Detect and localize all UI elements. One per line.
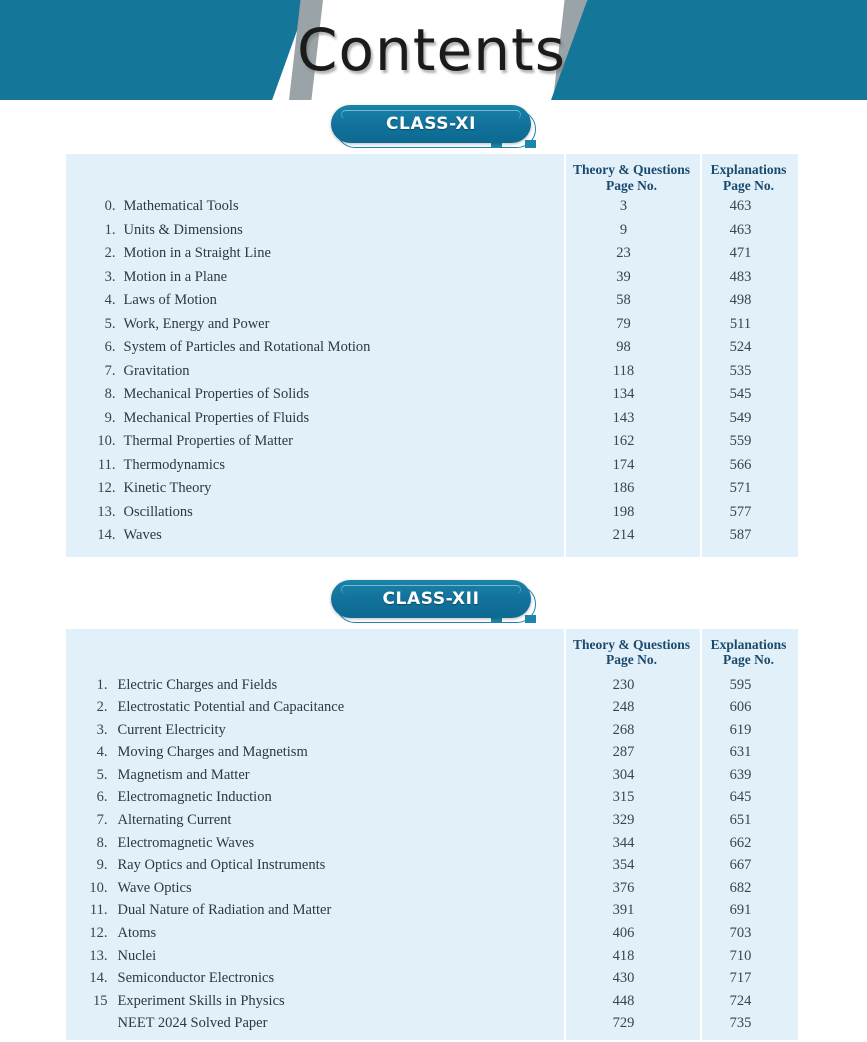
row-explanations-page: 662: [692, 835, 790, 852]
row-number: 1.: [66, 677, 118, 694]
contents-table-class-xi: [66, 154, 798, 559]
row-chapter-title: Electric Charges and Fields: [118, 677, 556, 694]
row-explanations-page: 577: [692, 504, 790, 521]
column-header-explanations-line1: Explanations: [702, 162, 796, 178]
column-divider-1: [564, 154, 566, 557]
row-theory-page: 58: [556, 292, 692, 309]
row-explanations-page: 549: [692, 410, 790, 427]
row-theory-page: 315: [556, 789, 692, 806]
row-chapter-title: Magnetism and Matter: [118, 767, 556, 784]
row-theory-page: 418: [556, 948, 692, 965]
row-chapter-title: Motion in a Plane: [124, 269, 556, 286]
page-title: Contents: [0, 16, 863, 84]
row-number: 5.: [66, 767, 118, 784]
row-theory-page: 198: [556, 504, 692, 521]
row-theory-page: 79: [556, 316, 692, 333]
table-row: [66, 198, 798, 222]
row-chapter-title: Laws of Motion: [124, 292, 556, 309]
row-explanations-page: 682: [692, 880, 790, 897]
row-number: 13.: [66, 948, 118, 965]
row-number: 11.: [66, 902, 118, 919]
row-number: 7.: [66, 812, 118, 829]
row-chapter-title: Electromagnetic Induction: [118, 789, 556, 806]
row-theory-page: 329: [556, 812, 692, 829]
row-chapter-title: Units & Dimensions: [124, 222, 556, 239]
row-number: 14.: [66, 527, 124, 544]
row-explanations-page: 631: [692, 744, 790, 761]
row-theory-page: 98: [556, 339, 692, 356]
row-number: 8.: [66, 835, 118, 852]
table-row: [66, 925, 798, 948]
column-header-theory-line2: Page No.: [566, 178, 698, 194]
table-row: [66, 835, 798, 858]
badge-tab-right-xii: [525, 615, 536, 623]
row-chapter-title: Experiment Skills in Physics: [118, 993, 556, 1010]
row-theory-page: 143: [556, 410, 692, 427]
contents-table-class-xii: [66, 629, 798, 1042]
row-theory-page: 287: [556, 744, 692, 761]
row-explanations-page: 471: [692, 245, 790, 262]
row-explanations-page: 619: [692, 722, 790, 739]
row-explanations-page: 595: [692, 677, 790, 694]
table-row: [66, 857, 798, 880]
row-number: 3.: [66, 722, 118, 739]
table-row: [66, 527, 798, 551]
row-explanations-page: 559: [692, 433, 790, 450]
row-explanations-page: 483: [692, 269, 790, 286]
row-number: 10.: [66, 880, 118, 897]
row-chapter-title: Mechanical Properties of Solids: [124, 386, 556, 403]
row-explanations-page: 703: [692, 925, 790, 942]
row-theory-page: 230: [556, 677, 692, 694]
table-header-xii: [66, 629, 798, 668]
row-chapter-title: Motion in a Straight Line: [124, 245, 556, 262]
table-row: [66, 363, 798, 387]
table-body-xi: [66, 193, 798, 557]
row-chapter-title: Oscillations: [124, 504, 556, 521]
column-header-explanations-2-line1: Explanations: [702, 637, 796, 653]
badge-body-xii: [331, 580, 531, 618]
row-explanations-page: 463: [692, 222, 790, 239]
table-row: [66, 970, 798, 993]
row-explanations-page: 545: [692, 386, 790, 403]
row-chapter-title: Atoms: [118, 925, 556, 942]
row-theory-page: 162: [556, 433, 692, 450]
table-row: [66, 386, 798, 410]
row-chapter-title: Moving Charges and Magnetism: [118, 744, 556, 761]
row-theory-page: 448: [556, 993, 692, 1010]
badge-body-xi: [331, 105, 531, 143]
row-chapter-title: Thermal Properties of Matter: [124, 433, 556, 450]
row-theory-page: 406: [556, 925, 692, 942]
column-header-theory-2-line1: Theory & Questions: [566, 637, 698, 653]
table-row: [66, 767, 798, 790]
table-row: [66, 1015, 798, 1038]
table-row: [66, 744, 798, 767]
table-row: [66, 948, 798, 971]
row-explanations-page: 724: [692, 993, 790, 1010]
row-number: 4.: [66, 292, 124, 309]
row-theory-page: 354: [556, 857, 692, 874]
row-explanations-page: 645: [692, 789, 790, 806]
row-number: 6.: [66, 339, 124, 356]
row-theory-page: 39: [556, 269, 692, 286]
row-number: 4.: [66, 744, 118, 761]
row-number: 11.: [66, 457, 124, 474]
row-theory-page: 214: [556, 527, 692, 544]
row-explanations-page: 735: [692, 1015, 790, 1032]
column-divider-4: [700, 629, 702, 1041]
row-chapter-title: Thermodynamics: [124, 457, 556, 474]
column-header-explanations: [700, 162, 798, 193]
row-number: 0.: [66, 198, 124, 215]
column-divider-3: [564, 629, 566, 1041]
column-header-theory: [564, 162, 700, 193]
class-xi-badge: [331, 105, 531, 143]
table-row: [66, 812, 798, 835]
row-theory-page: 9: [556, 222, 692, 239]
row-theory-page: 23: [556, 245, 692, 262]
row-theory-page: 268: [556, 722, 692, 739]
table-row: [66, 339, 798, 363]
column-header-theory-2: [564, 637, 700, 668]
column-header-theory-line1: Theory & Questions: [566, 162, 698, 178]
row-number: 14.: [66, 970, 118, 987]
table-row: [66, 504, 798, 528]
row-theory-page: 391: [556, 902, 692, 919]
row-chapter-title: Wave Optics: [118, 880, 556, 897]
row-explanations-page: 524: [692, 339, 790, 356]
table-row: [66, 292, 798, 316]
row-explanations-page: 566: [692, 457, 790, 474]
table-row: [66, 480, 798, 504]
row-number: 15: [66, 993, 118, 1010]
row-explanations-page: 717: [692, 970, 790, 987]
table-body-xii: [66, 668, 798, 1041]
row-chapter-title: Mathematical Tools: [124, 198, 556, 215]
table-row: [66, 902, 798, 925]
row-explanations-page: 498: [692, 292, 790, 309]
row-explanations-page: 651: [692, 812, 790, 829]
row-chapter-title: Waves: [124, 527, 556, 544]
row-theory-page: 729: [556, 1015, 692, 1032]
row-number: 5.: [66, 316, 124, 333]
row-chapter-title: Ray Optics and Optical Instruments: [118, 857, 556, 874]
row-explanations-page: 587: [692, 527, 790, 544]
table-row: [66, 433, 798, 457]
table-header-xi: [66, 154, 798, 193]
row-explanations-page: 691: [692, 902, 790, 919]
class-xii-badge: [331, 580, 531, 618]
page-header-banner: [0, 0, 863, 100]
row-chapter-title: Nuclei: [118, 948, 556, 965]
table-row: [66, 880, 798, 903]
row-theory-page: 134: [556, 386, 692, 403]
row-number: 8.: [66, 386, 124, 403]
table-row: [66, 722, 798, 745]
row-theory-page: 304: [556, 767, 692, 784]
table-row: [66, 410, 798, 434]
row-chapter-title: Kinetic Theory: [124, 480, 556, 497]
table-row: [66, 789, 798, 812]
row-explanations-page: 710: [692, 948, 790, 965]
row-theory-page: 186: [556, 480, 692, 497]
row-explanations-page: 667: [692, 857, 790, 874]
row-chapter-title: Alternating Current: [118, 812, 556, 829]
table-row: [66, 222, 798, 246]
row-explanations-page: 535: [692, 363, 790, 380]
row-number: 10.: [66, 433, 124, 450]
table-row: [66, 245, 798, 269]
row-number: 13.: [66, 504, 124, 521]
row-explanations-page: 639: [692, 767, 790, 784]
row-number: 1.: [66, 222, 124, 239]
row-number: 12.: [66, 480, 124, 497]
class-xi-badge-wrap: [0, 100, 863, 154]
badge-tab-right-xi: [525, 140, 536, 148]
row-number: 9.: [66, 410, 124, 427]
row-theory-page: 376: [556, 880, 692, 897]
row-explanations-page: 463: [692, 198, 790, 215]
class-xii-badge-wrap: [0, 575, 863, 629]
table-row: [66, 457, 798, 481]
row-chapter-title: Gravitation: [124, 363, 556, 380]
row-theory-page: 3: [556, 198, 692, 215]
row-chapter-title: Semiconductor Electronics: [118, 970, 556, 987]
column-header-theory-2-line2: Page No.: [566, 652, 698, 668]
row-chapter-title: Electrostatic Potential and Capacitance: [118, 699, 556, 716]
column-header-explanations-2-line2: Page No.: [702, 652, 796, 668]
table-row: [66, 993, 798, 1016]
row-theory-page: 344: [556, 835, 692, 852]
row-theory-page: 248: [556, 699, 692, 716]
class-xii-badge-label: CLASS-XII: [382, 589, 479, 609]
row-number: 2.: [66, 245, 124, 262]
table-row: [66, 699, 798, 722]
row-number: 12.: [66, 925, 118, 942]
row-theory-page: 118: [556, 363, 692, 380]
row-number: 7.: [66, 363, 124, 380]
row-explanations-page: 511: [692, 316, 790, 333]
row-number: 9.: [66, 857, 118, 874]
column-header-explanations-2: [700, 637, 798, 668]
table-row: [66, 316, 798, 340]
row-chapter-title: Dual Nature of Radiation and Matter: [118, 902, 556, 919]
row-explanations-page: 571: [692, 480, 790, 497]
row-chapter-title: NEET 2024 Solved Paper: [118, 1015, 556, 1032]
table-row: [66, 677, 798, 700]
row-number: 3.: [66, 269, 124, 286]
row-number: 6.: [66, 789, 118, 806]
column-divider-2: [700, 154, 702, 557]
row-explanations-page: 606: [692, 699, 790, 716]
row-theory-page: 174: [556, 457, 692, 474]
row-chapter-title: Electromagnetic Waves: [118, 835, 556, 852]
row-number: 2.: [66, 699, 118, 716]
row-chapter-title: Mechanical Properties of Fluids: [124, 410, 556, 427]
class-xi-badge-label: CLASS-XI: [386, 114, 476, 134]
row-chapter-title: Work, Energy and Power: [124, 316, 556, 333]
table-row: [66, 269, 798, 293]
row-chapter-title: Current Electricity: [118, 722, 556, 739]
row-chapter-title: System of Particles and Rotational Motion: [124, 339, 556, 356]
row-theory-page: 430: [556, 970, 692, 987]
column-header-explanations-line2: Page No.: [702, 178, 796, 194]
